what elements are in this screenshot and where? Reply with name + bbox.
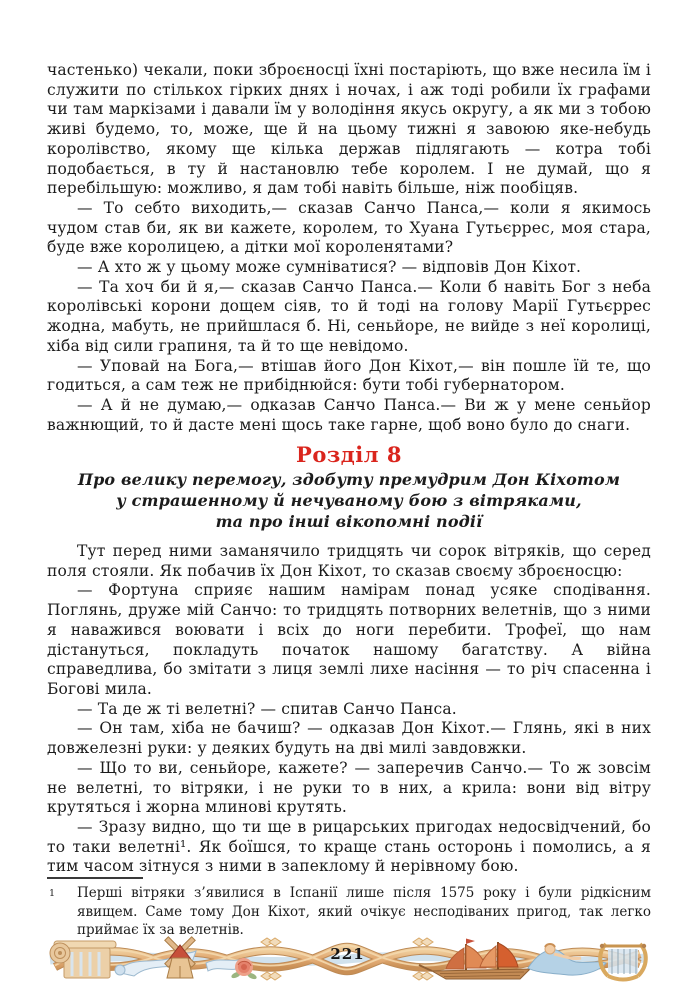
paragraph: — Уповай на Бога,— втішав його Дон Кіхот,— він пошле їй те, що годиться, а сам теж не прибіднюйся: бути тобі губернатором. (47, 356, 651, 395)
paragraph: частенько) чекали, поки зброєносці їхні постаріють, що вже несила їм і служити по стількох гірких днях і ночах, і аж тоді робили їх графами чи там маркізами і давали їм у володіння якусь округу, а як ми з тобою живі будемо, то, може, ще й на цьому тижні я завоюю яке-небудь королівство, якому ще кілька держав підлягають — котра тобі подобається, в ту й настановлю тебе королем. І не думай, що я перебільшую: можливо, я дам тобі навіть більше, ніж пообіцяв. (47, 61, 651, 198)
footnote-divider (47, 877, 143, 879)
footer-ornament (30, 936, 665, 982)
page-text (47, 61, 651, 877)
page-number: 221 (330, 945, 365, 963)
paragraph: — Он там, хіба не бачиш? — одказав Дон Кіхот.— Глянь, які в них довжелезні руки: у деяких будуть на дві милі завдовжки. (47, 719, 651, 758)
paragraph: — Зразу видно, що ти ще в рицарських пригодах недосвідчений, бо то таки велетні¹. Як боїшся, то краще стань осторонь і помолись, а я тим часом зітнуся з ними в запеклому й нерівному бою. (47, 817, 651, 876)
subtitle-line: та про інші вікопомні події (215, 512, 483, 532)
paragraph: — То себто виходить,— сказав Санчо Панса,— коли я якимось чудом став би, як ви кажете, королем, то Хуана Гутьєррес, моя стара, буде вже королицею, а дітки мої короленятами? (47, 198, 651, 257)
paragraph: — Та хоч би й я,— сказав Санчо Панса.— Коли б навіть Бог з неба королівські корони дощем сіяв, то й тоді на голову Марії Гутьєррес жодна, мабуть, не прийшлася б. Ні, сеньйоре, не вийде з неї королиці, хіба від сили грапиня, та й то ще невідомо. (47, 277, 651, 355)
footnote-marker: 1 (49, 888, 56, 899)
paragraph: — Та де ж ті велетні? — спитав Санчо Панса. (77, 699, 457, 718)
paragraph: — А хто ж у цьому може сумніватися? — відповів Дон Кіхот. (77, 258, 582, 277)
chapter-heading: Розділ 8 (296, 442, 402, 468)
footnote-text: Перші вітряки з’явилися в Іспанії лише після 1575 року і були рідкісним явищем. Саме тому Дон Кіхот, який очікує несподіваних пригод, так легко приймає їх за велетнів. (77, 885, 651, 939)
footnote (47, 877, 651, 940)
paragraph: — Що то ви, сеньйоре, кажете? — заперечив Санчо.— То ж зовсім не велетні, то вітряки, і не руки то в них, а крила: вони від вітру крутяться і жорна млинові крутять. (47, 758, 651, 817)
subtitle-line: Про велику перемогу, здобуту премудрим Дон Кіхотом (77, 470, 621, 490)
paragraph: Тут перед ними заманячило тридцять чи сорок вітряків, що серед поля стояли. Як побачив їх Дон Кіхот, то сказав своєму зброєносцю: (47, 542, 651, 580)
subtitle-line: у страшенному й нечуваному бою з вітряками, (116, 491, 582, 511)
chapter-subtitle (47, 469, 651, 532)
paragraph: — Фортуна сприяє нашим намірам понад усяке сподівання. Поглянь, друже мій Санчо: то тридцять потворних велетнів, що з ними я наважився воювати і всіх до ноги перебити. Трофеї, що нам дістануться, покладуть початок нашому багатству. А війна справедлива, бо змітати з лиця землі лихе насіння — то річ спасенна і Богові мила. (47, 581, 651, 698)
paragraph: — А й не думаю,— одказав Санчо Панса.— Ви ж у мене сеньйор важнющий, то й дасте мені щось таке гарне, щоб воно було до снаги. (47, 395, 651, 434)
footnote-row (47, 884, 651, 940)
